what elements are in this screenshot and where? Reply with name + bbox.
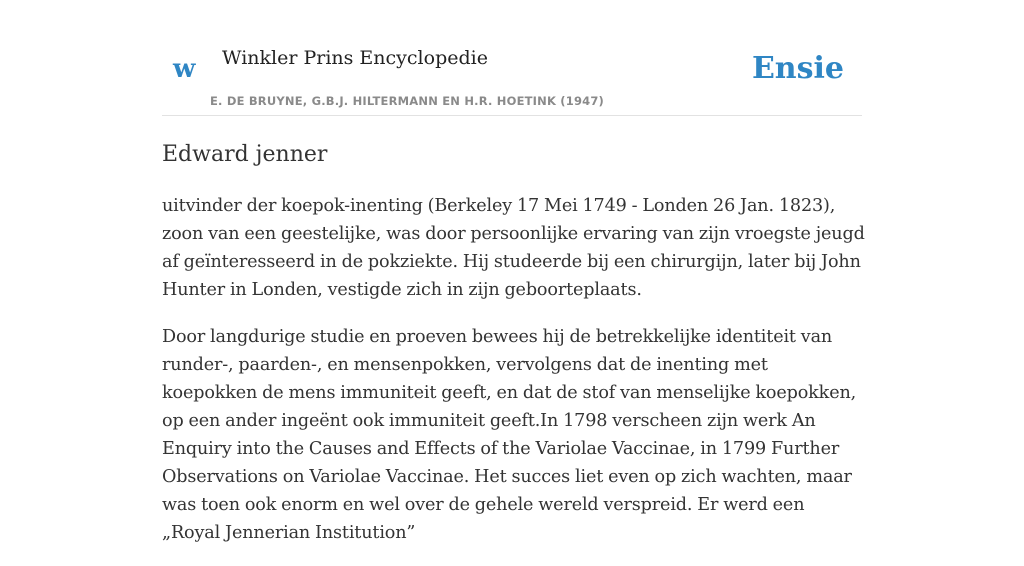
article-title: Edward jenner [162, 142, 328, 167]
source-title[interactable]: Winkler Prins Encyclopedie [222, 47, 488, 69]
article-body [162, 192, 866, 566]
article-paragraph: Door langdurige studie en proeven bewees hij de betrekkelijke identiteit van runder-, paarden-, en mensenpokken, vervolgens dat de inenting met koepokken de mens immuniteit geeft, en dat de stof van menselijke koepokken, op een ander ingeënt ook immuniteit geeft.In 1798 verscheen zijn werk An Enquiry into the Causes and Effects of the Variolae Vaccinae, in 1799 Further Observations on Variolae Vaccinae. Het succes liet even op zich wachten, maar was toen ook enorm en wel over de gehele wereld verspreid. Er werd een „Royal Jennerian Institution” [162, 327, 857, 543]
article-paragraph: uitvinder der koepok-inenting (Berkeley 17 Mei 1749 - Londen 26 Jan. 1823), zoon van een geestelijke, was door persoonlijke ervaring van zijn vroegste jeugd af geïnteresseerd in de pokziekte. Hij studeerde bij een chirurgijn, later bij John Hunter in Londen, vestigde zich in zijn geboorteplaats. [162, 196, 865, 300]
source-authors: E. DE BRUYNE, G.B.J. HILTERMANN EN H.R. HOETINK (1947) [210, 94, 605, 108]
ensie-logo[interactable]: Ensie [751, 51, 844, 86]
source-logo-icon[interactable]: w [173, 54, 196, 84]
source-header [162, 30, 862, 116]
